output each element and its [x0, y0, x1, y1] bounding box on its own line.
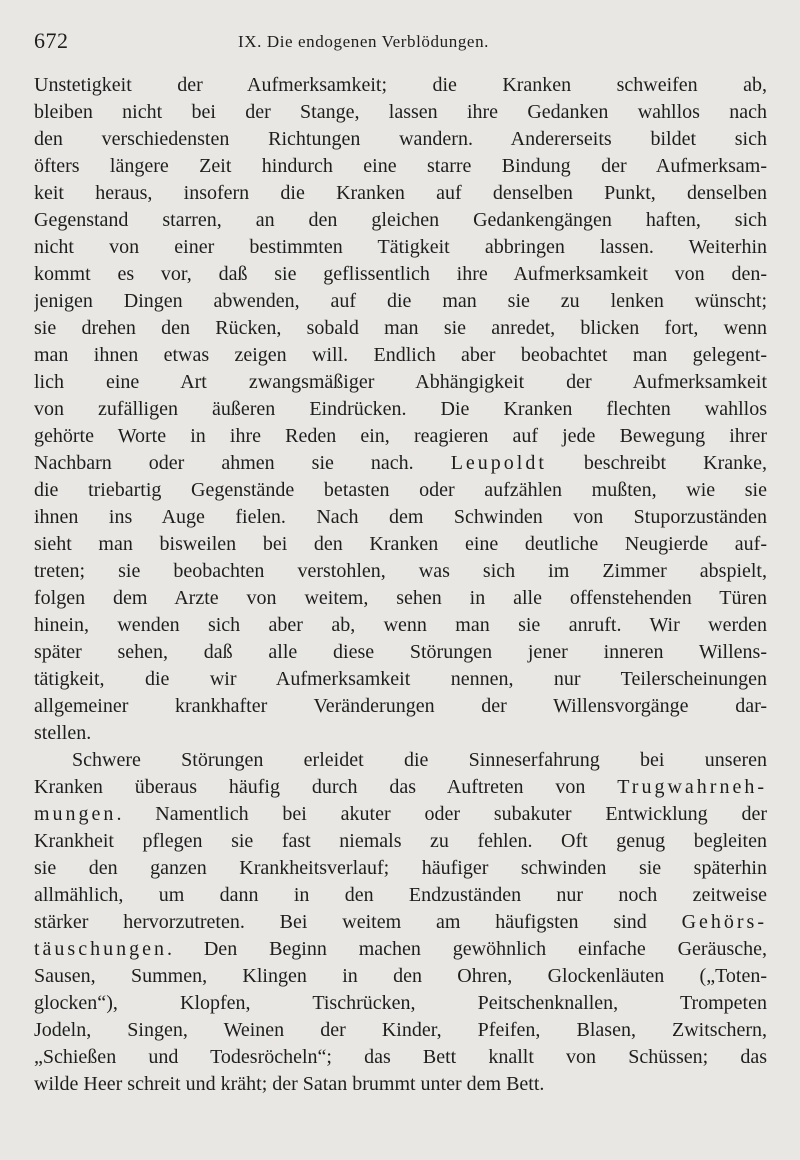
text-segment: Kranken überaus häufig durch das Auftreten von	[34, 776, 618, 798]
text-line: den verschiedensten Richtungen wandern. Andererseits bildet sich	[34, 128, 767, 150]
running-head: IX. Die endogenen Verblödungen.	[238, 32, 490, 51]
text-line	[34, 801, 767, 828]
text-line	[34, 774, 767, 801]
text-line: lich eine Art zwangsmäßiger Abhängigkeit der Aufmerksamkeit	[34, 371, 767, 393]
text-line: später sehen, daß alle diese Störungen jener inneren Willens-	[34, 641, 767, 663]
text-line: sie den ganzen Krankheitsverlauf; häufiger schwinden sie späterhin	[34, 857, 767, 879]
text-line: Schwere Störungen erleidet die Sinneserfahrung bei unseren	[72, 749, 767, 771]
text-line	[34, 909, 767, 936]
text-line: wilde Heer schreit und kräht; der Satan brummt unter dem Bett.	[34, 1073, 545, 1095]
page-number: 672	[34, 28, 69, 53]
text-segment: beschreibt Kranke,	[546, 452, 767, 474]
text-line: man ihnen etwas zeigen will. Endlich aber beobachtet man gelegent-	[34, 344, 767, 366]
text-segment: Nachbarn oder ahmen sie nach.	[34, 452, 451, 474]
text-line: Sausen, Summen, Klingen in den Ohren, Glockenläuten („Toten-	[34, 965, 767, 987]
text-line: Jodeln, Singen, Weinen der Kinder, Pfeifen, Blasen, Zwitschern,	[34, 1019, 767, 1041]
emphasized-term: Trugwahrneh-	[617, 776, 767, 798]
text-line: bleiben nicht bei der Stange, lassen ihre Gedanken wahllos nach	[34, 101, 767, 123]
text-line: nicht von einer bestimmten Tätigkeit abbringen lassen. Weiterhin	[34, 236, 767, 258]
body-text	[34, 72, 767, 1098]
text-line: gehörte Worte in ihre Reden ein, reagieren auf jede Bewegung ihrer	[34, 425, 767, 447]
text-line	[34, 450, 767, 477]
emphasized-term: Leupoldt	[450, 452, 547, 474]
text-line: allmählich, um dann in den Endzuständen nur noch zeitweise	[34, 884, 767, 906]
text-segment: stärker hervorzutreten. Bei weitem am häufigsten sind	[34, 911, 682, 933]
text-line: Krankheit pflegen sie fast niemals zu fehlen. Oft genug begleiten	[34, 830, 767, 852]
text-line: ihnen ins Auge fielen. Nach dem Schwinden von Stuporzuständen	[34, 506, 767, 528]
text-line: sieht man bisweilen bei den Kranken eine deutliche Neugierde auf-	[34, 533, 767, 555]
emphasized-term: mungen	[34, 803, 117, 825]
text-line: glocken“), Klopfen, Tischrücken, Peitschenknallen, Trompeten	[34, 992, 767, 1014]
text-line: öfters längere Zeit hindurch eine starre Bindung der Aufmerksam-	[34, 155, 767, 177]
text-line: jenigen Dingen abwenden, auf die man sie zu lenken wünscht;	[34, 290, 767, 312]
text-line: tätigkeit, die wir Aufmerksamkeit nennen, nur Teilerscheinungen	[34, 668, 767, 690]
text-line: „Schießen und Todesröcheln“; das Bett knallt von Schüssen; das	[34, 1046, 767, 1068]
text-line: folgen dem Arzte von weitem, sehen in alle offenstehenden Türen	[34, 587, 767, 609]
text-line: von zufälligen äußeren Eindrücken. Die Kranken flechten wahllos	[34, 398, 767, 420]
text-line	[34, 936, 767, 963]
text-line: Gegenstand starren, an den gleichen Gedankengängen haften, sich	[34, 209, 767, 231]
text-segment: . Namentlich bei akuter oder subakuter Entwicklung der	[116, 803, 767, 825]
emphasized-term: Gehörs-	[681, 911, 767, 933]
text-line: keit heraus, insofern die Kranken auf denselben Punkt, denselben	[34, 182, 767, 204]
text-line: hinein, wenden sich aber ab, wenn man sie anruft. Wir werden	[34, 614, 767, 636]
text-line: sie drehen den Rücken, sobald man sie anredet, blicken fort, wenn	[34, 317, 767, 339]
text-line: treten; sie beobachten verstohlen, was sich im Zimmer abspielt,	[34, 560, 767, 582]
text-line: stellen.	[34, 722, 92, 744]
text-line: Unstetigkeit der Aufmerksamkeit; die Kranken schweifen ab,	[34, 74, 767, 96]
emphasized-term: täuschungen	[34, 938, 167, 960]
text-line: kommt es vor, daß sie geflissentlich ihre Aufmerksamkeit von den-	[34, 263, 767, 285]
text-line: allgemeiner krankhafter Veränderungen der Willensvorgänge dar-	[34, 695, 767, 717]
text-line: die triebartig Gegenstände betasten oder aufzählen mußten, wie sie	[34, 479, 767, 501]
page-header	[34, 28, 768, 58]
text-segment: . Den Beginn machen gewöhnlich einfache Geräusche,	[166, 938, 767, 960]
